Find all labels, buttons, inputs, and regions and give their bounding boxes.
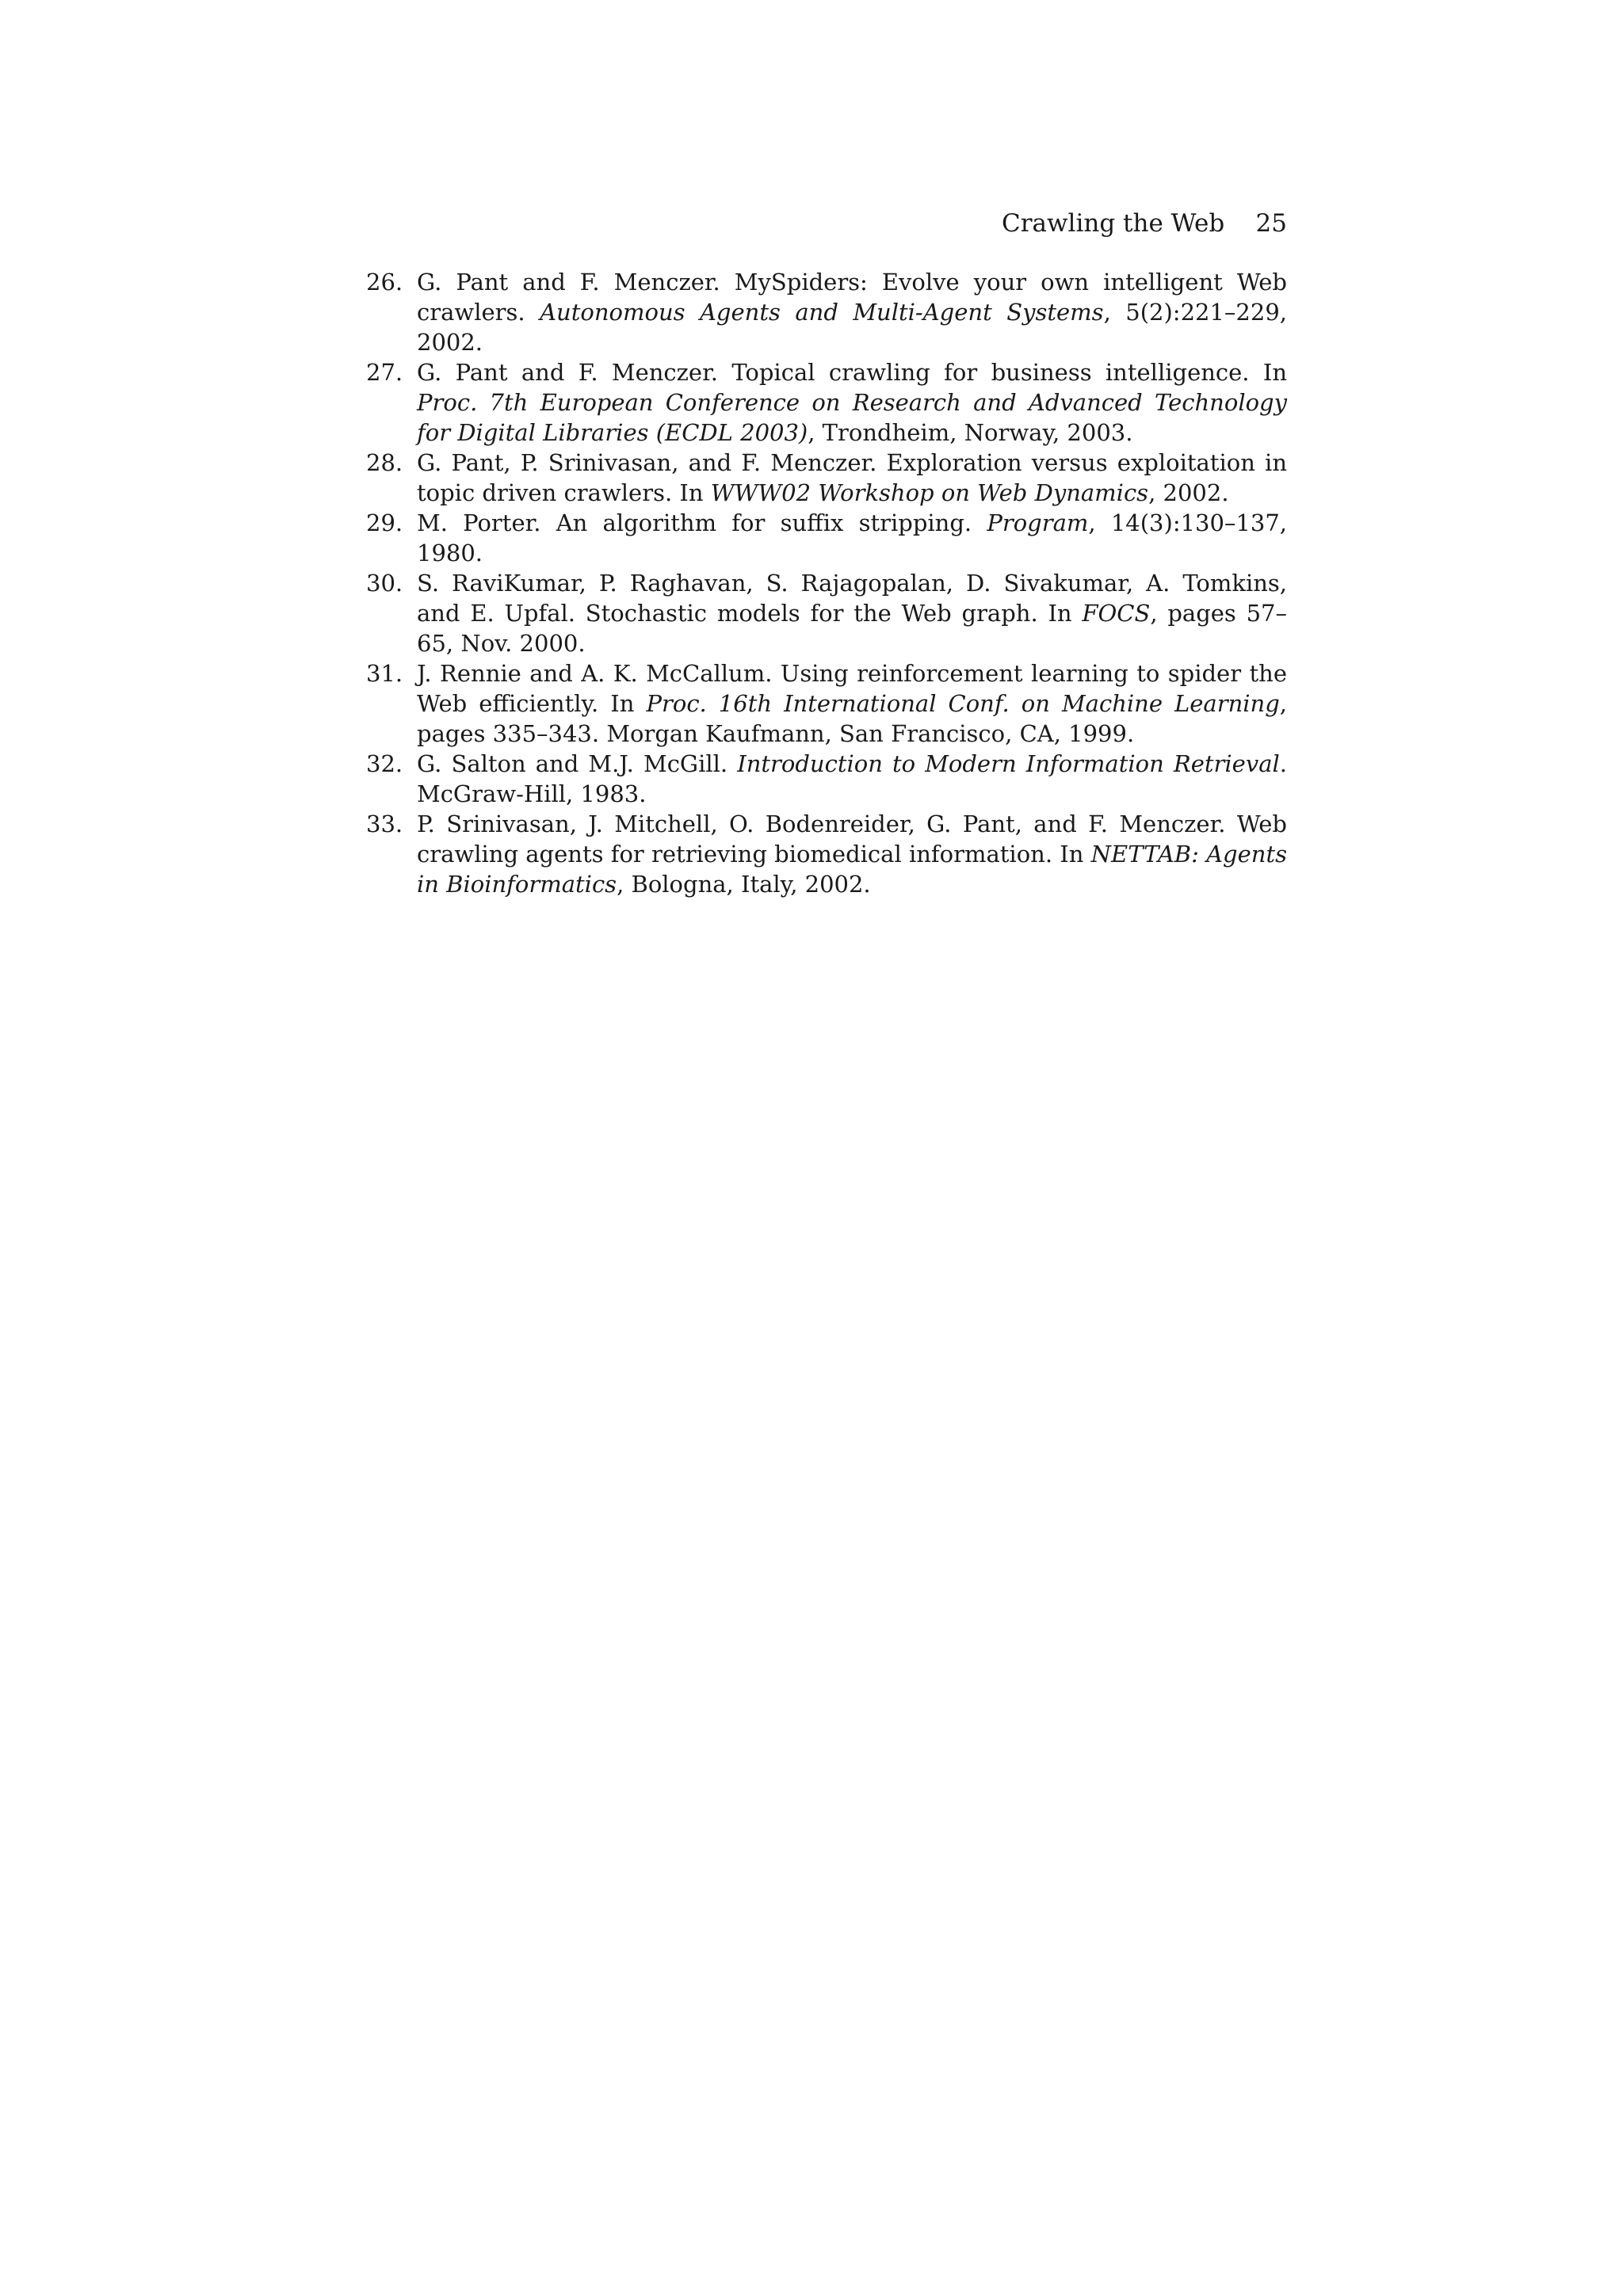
reference-text: J. Rennie and A. K. McCallum. Using reinforcement learning to spider the Web efficiently. In xyxy=(417,660,1287,717)
reference-number: 33. xyxy=(366,810,403,837)
reference-details: , pages 335–343. Morgan Kaufmann, San Francisco, CA, 1999. xyxy=(417,690,1287,747)
reference-text: S. RaviKumar, P. Raghavan, S. Rajagopalan, D. Sivakumar, A. Tomkins, and E. Upfal. Stochastic models for the Web graph. In xyxy=(417,570,1287,627)
reference-text: G. Salton and M.J. McGill. xyxy=(417,750,738,777)
reference-venue: WWW02 Workshop on Web Dynamics xyxy=(710,479,1149,506)
running-head xyxy=(911,208,1287,239)
reference-number: 32. xyxy=(366,750,403,777)
reference-number: 29. xyxy=(366,509,403,536)
reference-item xyxy=(366,448,1287,508)
reference-details: , Bologna, Italy, 2002. xyxy=(617,871,871,898)
reference-text: G. Pant and F. Menczer. MySpiders: Evolve your own intelligent Web crawlers. xyxy=(417,269,1287,326)
reference-details: , 14(3):130–137, 1980. xyxy=(417,509,1288,566)
reference-item xyxy=(366,809,1287,899)
reference-details: , Trondheim, Norway, 2003. xyxy=(808,419,1133,446)
reference-text: G. Pant and F. Menczer. Topical crawling for business intelligence. In xyxy=(417,359,1287,386)
reference-number: 27. xyxy=(366,359,403,386)
reference-venue: FOCS xyxy=(1082,600,1151,627)
reference-details: . McGraw-Hill, 1983. xyxy=(417,750,1287,807)
reference-item xyxy=(366,749,1287,809)
reference-venue: Program xyxy=(987,509,1089,536)
reference-number: 26. xyxy=(366,269,403,296)
reference-details: , pages 57–65, Nov. 2000. xyxy=(417,600,1287,657)
running-title: Crawling the Web xyxy=(1002,209,1225,238)
reference-details: , 5(2):221–229, 2002. xyxy=(417,299,1287,356)
reference-venue: Proc. 16th International Conf. on Machine Learning xyxy=(646,690,1280,717)
reference-venue: NETTAB: Agents in Bioinformatics xyxy=(417,841,1288,898)
reference-item xyxy=(366,658,1287,749)
reference-item xyxy=(366,508,1287,568)
reference-venue: Autonomous Agents and Multi-Agent Systems xyxy=(540,299,1104,326)
reference-list xyxy=(366,267,1287,899)
reference-text: G. Pant, P. Srinivasan, and F. Menczer. Exploration versus exploitation in topic driven crawlers. In xyxy=(417,449,1287,506)
reference-text: P. Srinivasan, J. Mitchell, O. Bodenreider, G. Pant, and F. Menczer. Web crawling agents for retrieving biomedical information. In xyxy=(417,810,1287,868)
reference-venue: Introduction to Modern Information Retrieval xyxy=(737,750,1280,777)
reference-item xyxy=(366,357,1287,448)
reference-number: 28. xyxy=(366,449,403,476)
page-number: 25 xyxy=(1255,209,1287,238)
reference-number: 31. xyxy=(366,660,403,687)
reference-item xyxy=(366,568,1287,658)
reference-venue: Proc. 7th European Conference on Research and Advanced Technology for Digital Libraries (ECDL 2003) xyxy=(417,389,1287,446)
reference-text: M. Porter. An algorithm for suffix stripping. xyxy=(417,509,987,536)
reference-details: , 2002. xyxy=(1148,479,1229,506)
reference-number: 30. xyxy=(366,570,403,597)
reference-item xyxy=(366,267,1287,357)
